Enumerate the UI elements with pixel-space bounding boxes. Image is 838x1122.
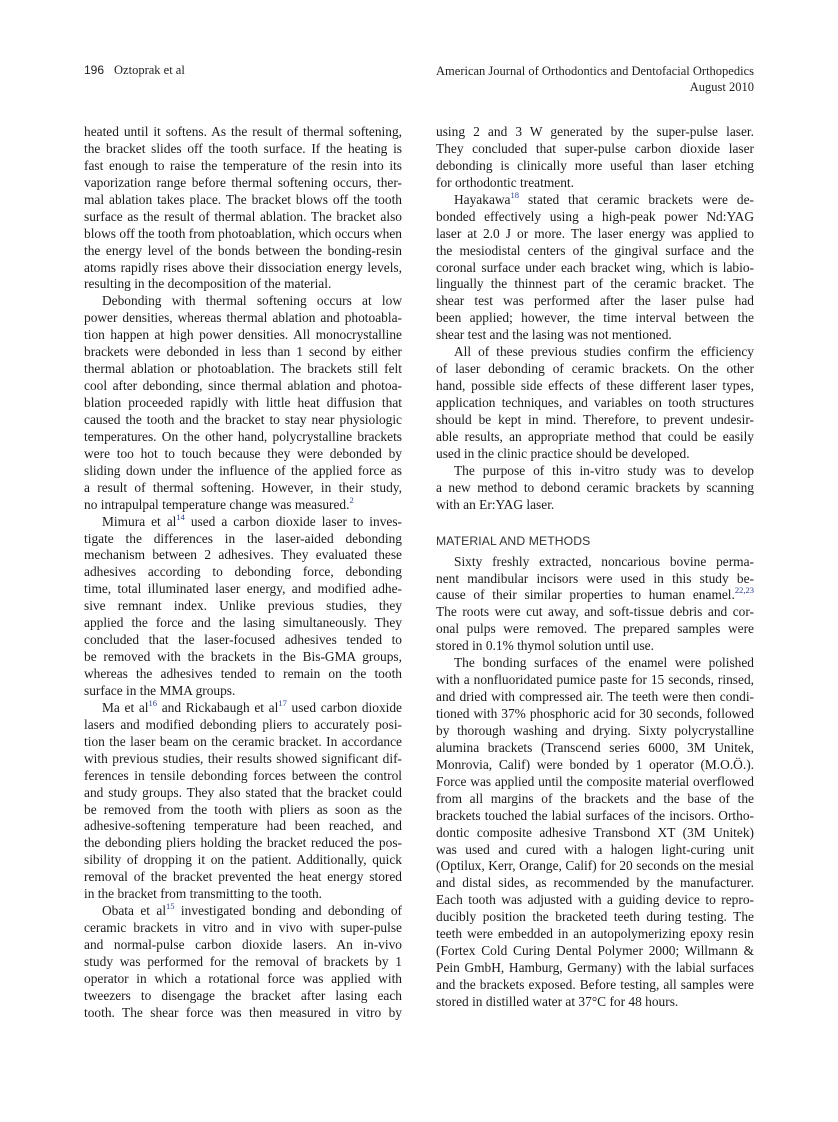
text-line: They concluded that super-pulse carbon dioxide laser	[436, 140, 754, 156]
text-line: cause of their similar properties to human enamel.$^{22,23}$	[436, 585, 754, 603]
citation-link[interactable]: 17	[278, 697, 287, 708]
text-line: and study groups. They also stated that the bracket could	[84, 784, 402, 800]
text-line: caused the tooth and the bracket to stay near physiologic	[84, 411, 402, 427]
text-line: hand, possible side effects of these different laser types,	[436, 378, 754, 394]
text-line: operator in which a rotational force was applied with	[84, 970, 402, 986]
text-line: Debonding with thermal softening occurs at low	[102, 293, 402, 309]
text-line: and distal sides, as recommended by the manufacturer.	[436, 875, 754, 891]
text-line: Each tooth was adjusted with a guiding device to repro-	[436, 892, 754, 908]
text-line: sliding down under the influence of the applied force as	[84, 462, 402, 478]
text-line: vaporization range before thermal softening occurs, ther-	[84, 174, 402, 190]
text-line: atoms rapidly rises above their dissociation energy levels,	[84, 259, 402, 275]
text-line: temperatures. On the other hand, polycrystalline brackets	[84, 428, 402, 444]
citation-link[interactable]: 2	[349, 494, 354, 505]
text-line: Mimura et $al^{14}$ used a carbon dioxide laser to inves-	[102, 511, 403, 529]
text-line: Obata et $al^{15}$ investigated bonding and debonding of	[102, 901, 403, 919]
text-line: the bracket slides off the tooth surface. If the heating is	[84, 140, 402, 156]
text-line: laser at 2.0 J or more. The laser energy was applied to	[436, 225, 754, 241]
section-heading: MATERIAL AND METHODS	[436, 533, 591, 548]
text-line: the mesiodistal centers of the gingival surface and the	[436, 242, 754, 258]
text-line: concluded that the laser-focused adhesives tended to	[84, 632, 402, 648]
text-line: The purpose of this in-vitro study was to develop	[454, 462, 754, 478]
text-line: time, total illuminated laser energy, and modified adhe-	[84, 581, 402, 597]
text-line: tion the laser beam on the ceramic bracket. In accordance	[84, 733, 402, 749]
text-line: with a nonfluoridated pumice paste for 15 seconds, rinsed,	[436, 672, 754, 688]
text-line: adhesives according to debonding force, debonding	[84, 564, 402, 580]
citation-link[interactable]: 18	[510, 189, 520, 200]
text-line: Monrovia, Calif) were bonded by 1 operator (M.O.Ö.).	[436, 756, 754, 772]
paragraph	[436, 463, 754, 514]
paragraph	[436, 554, 754, 656]
paragraph	[84, 903, 402, 1022]
text-line: tigate the differences in the laser-aided debonding	[84, 530, 402, 546]
text-line: be removed from the tooth with pliers as soon as the	[84, 801, 402, 817]
text-line: blows off the tooth from photoablation, which occurs when	[84, 225, 402, 241]
text-line: the energy level of the bonds between the bonding-resin	[84, 242, 402, 258]
text-line: ducibly position the bracketed teeth during testing. The	[436, 909, 754, 925]
paragraph	[84, 697, 403, 903]
text-line: resulting in the decomposition of the material.	[84, 276, 332, 292]
text-line: Pein GmbH, Hamburg, Germany) with the labial surfaces	[436, 960, 754, 976]
text-line: with previous studies, their results showed significant dif-	[84, 750, 402, 766]
text-line: nent mandibular incisors were used in this study be-	[436, 570, 754, 586]
text-line: for orthodontic treatment.	[436, 174, 574, 190]
text-line: adhesive-softening temperature had been reached, and	[84, 818, 402, 834]
paragraph	[436, 124, 754, 192]
text-line: (Fortex Cold Curing Dental Polymer 2000; Willmann &	[436, 943, 754, 959]
text-line: thermal ablation or photoablation. The brackets still felt	[84, 361, 402, 377]
text-line: The bonding surfaces of the enamel were polished	[454, 655, 754, 671]
text-line: Sixty freshly extracted, noncarious bovine perma-	[454, 553, 754, 569]
text-line: sibility of dropping it on the patient. Additionally, quick	[84, 852, 402, 868]
text-line: removal of the bracket prevented the heat energy stored	[84, 869, 402, 885]
text-line: cool after debonding, since thermal ablation and photoa-	[84, 378, 402, 394]
text-line: tioned with 37% phosphoric acid for 30 seconds, followed	[436, 706, 754, 721]
paragraph	[84, 511, 403, 700]
text-line: debonding is clinically more useful than laser etching	[436, 157, 754, 173]
running-header-right	[436, 63, 754, 95]
text-line: were too hot to touch because they were debonded by	[84, 445, 402, 461]
text-line: shear test was performed after the laser pulse had	[436, 293, 754, 309]
text-line: ferences in tensile debonding forces between the control	[84, 767, 402, 783]
text-line: of laser debonding of ceramic brackets. On the other	[436, 361, 754, 377]
text-line: application techniques, and variables on tooth structures	[436, 395, 754, 410]
text-line: onal pulps were removed. The prepared samples were	[436, 621, 754, 637]
citation-link[interactable]: 15	[166, 901, 175, 912]
text-line: All of these previous studies confirm the efficiency	[454, 344, 754, 360]
text-line: with an Er:YAG laser.	[436, 496, 555, 512]
text-line: used in the clinic practice should be developed.	[436, 445, 690, 461]
text-line: sive remnant index. Unlike previous studies, they	[84, 598, 402, 614]
text-line: a new method to debond ceramic brackets by scanning	[436, 479, 754, 495]
text-line: mechanism between 2 adhesives. They evaluated these	[84, 547, 402, 563]
text-line: surface in the MMA groups.	[84, 682, 236, 698]
text-line: was used and cured with a halogen light-curing unit	[436, 841, 754, 857]
paragraph	[84, 124, 402, 293]
text-line: mal ablation takes place. The bracket blows off the tooth	[84, 191, 402, 207]
running-header-left	[84, 63, 185, 78]
text-line: brackets touched the labial surfaces of the incisors. Ortho-	[436, 807, 754, 823]
text-line: should be kept in mind. Therefore, to prevent undesir-	[436, 411, 754, 427]
text-line: tweezers to disengage the bracket after lasing each	[84, 987, 402, 1003]
text-line: surface as the result of thermal ablation. The bracket also	[84, 208, 402, 224]
text-line: Ma et $al^{16}$ and Rickabaugh et $al^{17}$ used carbon dioxide	[102, 697, 403, 715]
text-line: ceramic brackets in vitro and in vivo with super-pulse	[84, 920, 402, 936]
text-line: by thorough washing and drying. Sixty polycrystalline	[436, 722, 754, 738]
text-line: in the bracket from transmitting to the tooth.	[84, 886, 323, 902]
text-line: Hayakawa$^{18}$ stated that ceramic brackets were de-	[454, 189, 754, 207]
text-line: The roots were cut away, and soft-tissue debris and cor-	[436, 604, 754, 620]
page-number: 196	[84, 63, 105, 77]
text-line: stored in 0.1% thymol solution until use.	[436, 638, 654, 654]
citation-link[interactable]: 16	[148, 697, 158, 708]
text-line: a result of thermal softening. However, in their study,	[84, 479, 402, 495]
running-authors: Oztoprak et al	[114, 63, 185, 77]
text-line: lasers and modified debonding pliers to accurately posi-	[84, 716, 402, 732]
paragraph	[436, 655, 754, 1011]
journal-title: American Journal of Orthodontics and Dentofacial Orthopedics	[436, 64, 754, 78]
paragraph	[436, 189, 754, 344]
citation-link[interactable]: 14	[176, 511, 185, 522]
text-line: using 2 and 3 W generated by the super-pulse laser.	[436, 124, 754, 139]
paragraph	[436, 344, 754, 463]
text-line: fast enough to raise the temperature of the resin into its	[84, 157, 402, 173]
citation-link[interactable]: 22,23	[734, 585, 754, 596]
text-line: from all margins of the brackets and the base of the	[436, 790, 754, 806]
text-line: shear test and the lasing was not mentioned.	[436, 327, 672, 343]
text-line: coronal surface under each bracket wing, which is labio-	[436, 259, 754, 275]
text-line: brackets were debonded in less than 1 second by either	[84, 344, 402, 360]
text-line: bonded effectively using a high-peak power Nd:YAG	[436, 208, 754, 224]
text-line: able results, an appropriate method that could be easily	[436, 428, 754, 444]
text-line: whereas the adhesives tended to remain on the tooth	[84, 666, 402, 681]
text-line: dontic composite adhesive Transbond XT (3M Unitek)	[436, 824, 754, 840]
text-line: been applied; however, the time interval between the	[436, 310, 754, 326]
right-column	[436, 124, 754, 1011]
text-line: and the brackets exposed. Before testing, all samples were	[436, 977, 754, 992]
left-column	[84, 124, 402, 1022]
text-line: and dried with compressed air. The teeth were then condi-	[436, 689, 754, 705]
text-line: teeth were embedded in an autopolymerizing epoxy resin	[436, 926, 754, 942]
text-line: study was performed for the removal of brackets by 1	[84, 953, 402, 969]
issue-date: August 2010	[689, 80, 754, 94]
text-line: the debonding pliers holding the bracket reduced the pos-	[84, 835, 402, 851]
text-line: power densities, whereas thermal ablation and photoabla-	[84, 310, 402, 326]
text-line: (Optilux, Kerr, Orange, Calif) for 20 seconds on the mesial	[436, 858, 754, 874]
text-line: Force was applied until the composite material overflowed	[436, 773, 754, 789]
text-line: and normal-pulse carbon dioxide lasers. An in-vivo	[84, 937, 402, 952]
paragraph	[84, 293, 402, 513]
text-line: be removed with the brackets in the Bis-GMA groups,	[84, 649, 402, 665]
text-line: stored in distilled water at 37°C for 48 hours.	[436, 993, 679, 1009]
text-line: tooth. The shear force was then measured in vitro by	[84, 1004, 402, 1020]
text-line: heated until it softens. As the result of thermal softening,	[84, 124, 402, 139]
text-line: applied the force and the lasing simultaneously. They	[84, 615, 402, 631]
text-line: alumina brackets (Transcend series 6000, 3M Unitek,	[436, 739, 754, 755]
text-line: blation proceeded rapidly with little heat diffusion that	[84, 395, 402, 410]
text-line: lingually the thinnest part of the ceramic bracket. The	[436, 276, 754, 292]
text-line: tion happen at high power densities. All monocrystalline	[84, 327, 402, 343]
text-line: no intrapulpal temperature change was measured.$^2$	[84, 494, 354, 512]
